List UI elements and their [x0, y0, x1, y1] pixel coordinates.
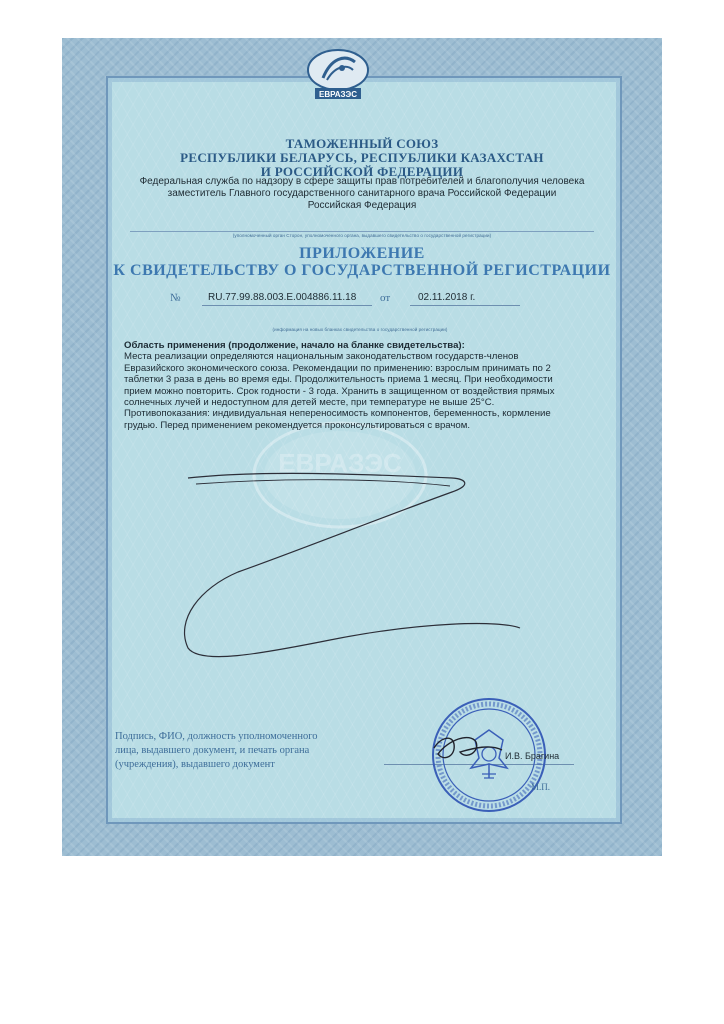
certificate-number: RU.77.99.88.003.E.004886.11.18 — [208, 292, 357, 303]
union-title — [110, 137, 614, 179]
number-underline — [202, 305, 372, 306]
appendix-title-line-1: ПРИЛОЖЕНИЕ — [299, 245, 425, 262]
number-label: № — [170, 292, 181, 304]
scope-line-4: прием можно повторить. Срок годности - 3 года. Хранить в защищенном от воздействия прямых — [124, 385, 555, 397]
scope-line-7: грудью. Перед применением рекомендуется проконсультироваться с врачом. — [124, 419, 471, 431]
signature-caption — [115, 730, 377, 772]
scope-line-5: солнечных лучей и недоступном для детей месте, при температуре не выше 25°С. — [124, 397, 495, 409]
signer-name: И.В. Брагина — [505, 751, 560, 761]
signature-caption-line-1: Подпись, ФИО, должность уполномоченного — [115, 731, 318, 742]
date-underline — [410, 305, 520, 306]
agency-line-2: заместитель Главного государственного санитарного врача Российской Федерации — [167, 188, 557, 199]
union-title-line-2: РЕСПУБЛИКИ БЕЛАРУСЬ, РЕСПУБЛИКИ КАЗАХСТАН — [180, 150, 544, 165]
issuing-agency — [110, 176, 614, 212]
union-title-line-1: ТАМОЖЕННЫЙ СОЮЗ — [285, 136, 439, 151]
scope-line-2: Евразийского экономического союза. Рекомендации по применению: взрослым принимать по 2 — [124, 362, 551, 374]
number-caption: (информация на новых бланках свидетельства о государственной регистрации) — [272, 327, 448, 332]
svg-text:ЕВРАЗЭС: ЕВРАЗЭС — [318, 90, 358, 99]
appendix-title-line-2: К СВИДЕТЕЛЬСТВУ О ГОСУДАРСТВЕННОЙ РЕГИСТРАЦИИ — [113, 262, 611, 279]
svg-text:ЕВРАЗЭС: ЕВРАЗЭС — [278, 448, 402, 478]
scope-heading: Область применения (продолжение, начало на бланке свидетельства): — [124, 340, 465, 351]
union-title-line-3: И РОССИЙСКОЙ ФЕДЕРАЦИИ — [260, 164, 464, 179]
scope-line-6: Противопоказания: индивидуальная непереносимость компонентов, беременность, кормление — [124, 408, 551, 420]
eurasec-watermark — [250, 420, 430, 530]
agency-line-3: Российская Федерация — [307, 200, 417, 211]
eurasec-logo — [301, 44, 375, 102]
scope-line-3: таблетки 3 раза в день во время еды. Продолжительность приема 1 месяц. При необходимости — [124, 374, 553, 386]
agency-caption: (уполномоченный орган Сторон, уполномоченного органа, выдавшего свидетельство о государственной регистрации) — [130, 231, 594, 238]
appendix-title — [110, 245, 614, 279]
certificate-number-row — [170, 292, 570, 308]
agency-line-1: Федеральная служба по надзору в сфере защиты прав потребителей и благополучия человека — [139, 176, 585, 187]
date-label: от — [380, 292, 391, 304]
signature-caption-line-2: лица, выдавшего документ, и печать органа — [115, 745, 310, 756]
stamp-place-mark: М.П. — [531, 782, 551, 792]
scope-line-1: Места реализации определяются национальным законодательством государств-членов — [124, 351, 519, 363]
certificate-date: 02.11.2018 г. — [418, 292, 476, 303]
signature-caption-line-3: (учреждения), выдавшего документ — [115, 759, 275, 770]
scope-of-application — [124, 340, 590, 431]
